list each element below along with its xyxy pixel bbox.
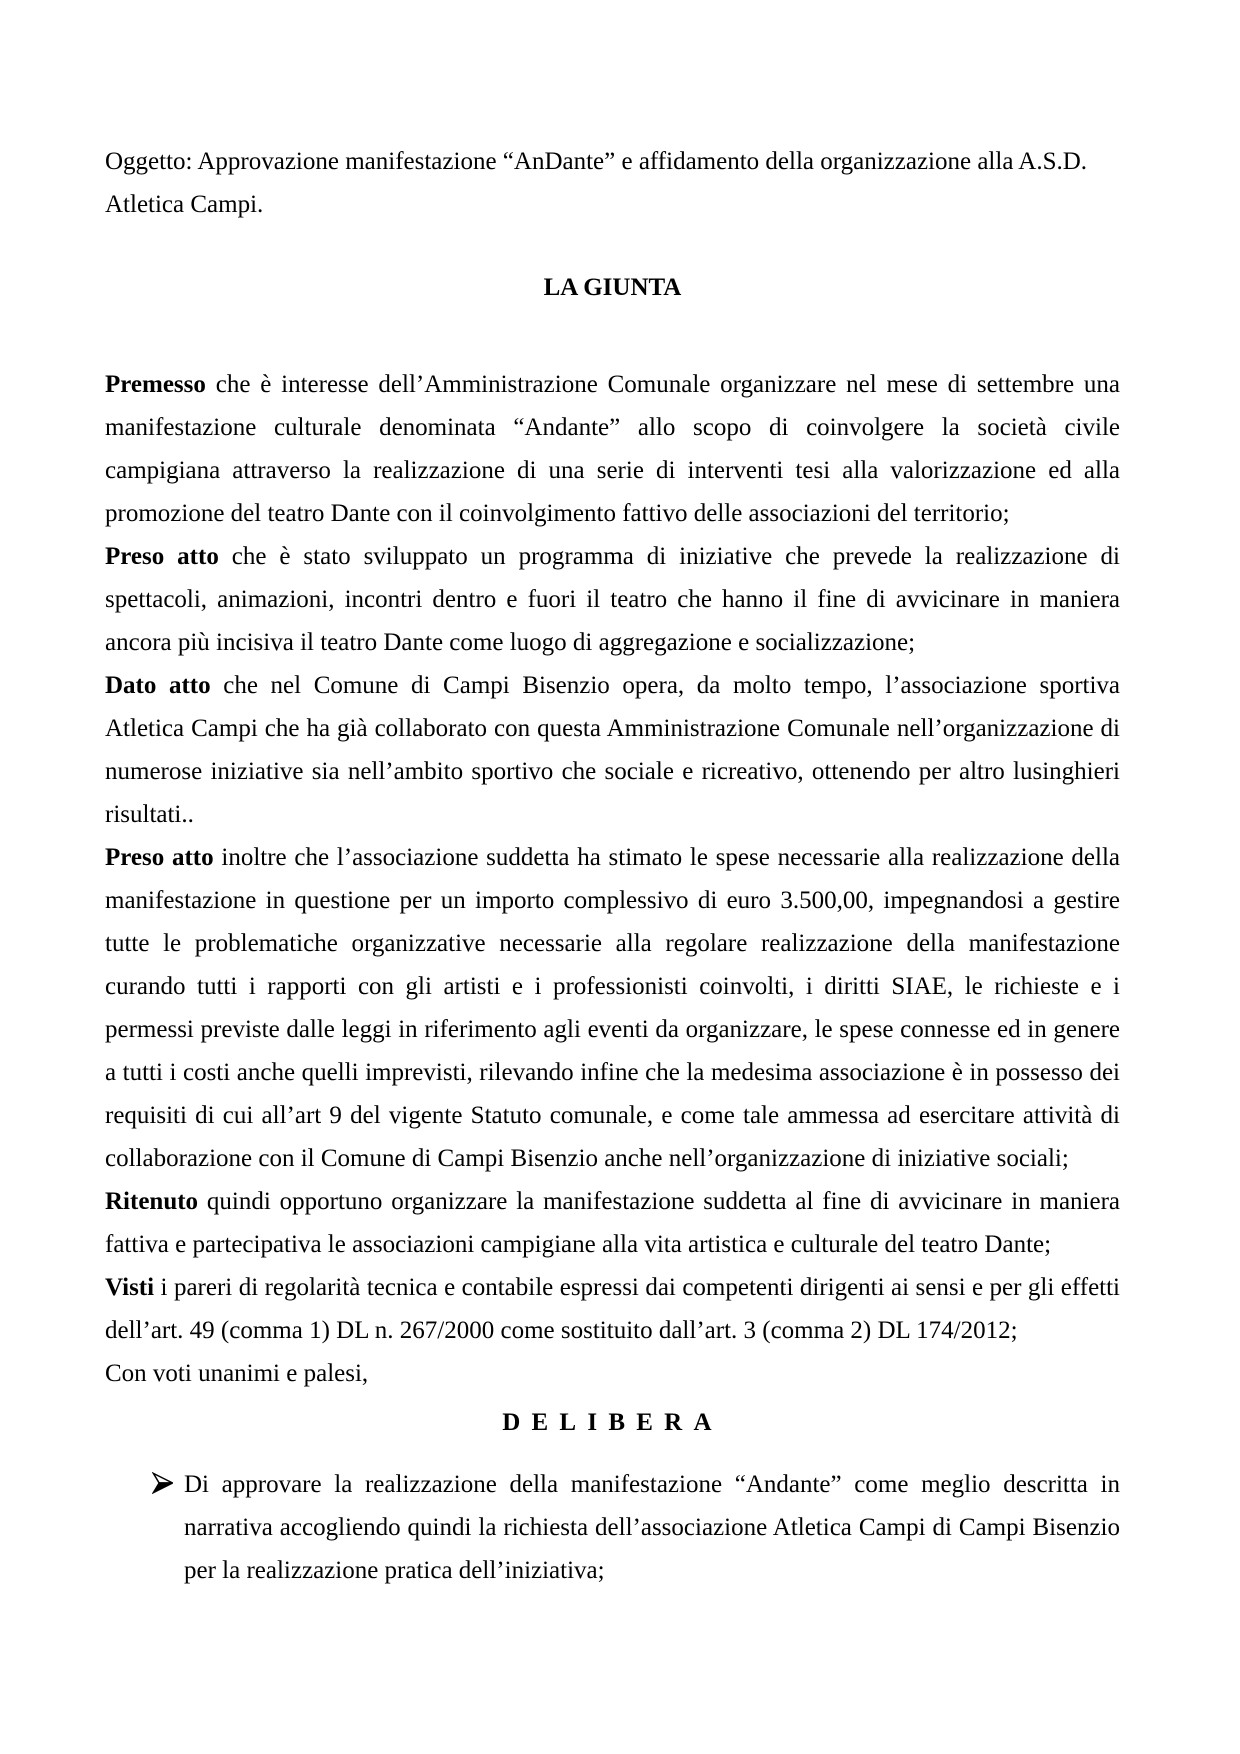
recital-text: che nel Comune di Campi Bisenzio opera, da molto tempo, l’associazione sportiva Atletica Campi che ha già collaborato con questa Amministrazione Comunale nell’organizzazione di numerose iniziative sia nell’ambito sportivo che sociale e ricreativo, ottenendo per altro lusinghieri risultati.. (105, 672, 1121, 828)
resolution-item-text: Di approvare la realizzazione della manifestazione “Andante” come meglio descritta in narrativa accogliendo quindi la richiesta dell’associazione Atletica Campi di Campi Bisenzio per la realizzazione pratica dell’iniziativa; (184, 1471, 1120, 1584)
recital-lead: Visti (105, 1274, 155, 1301)
closing-line (105, 1352, 1120, 1395)
subject-line (105, 140, 1120, 226)
recital-paragraph-dato-atto (105, 664, 1120, 836)
section-heading-delibera: DELIBERA (502, 1409, 723, 1436)
closing-text: Con voti unanimi e palesi, (105, 1360, 369, 1387)
recital-paragraph-visti (105, 1266, 1120, 1352)
recital-lead: Preso atto (105, 543, 219, 570)
recital-paragraph-premesso (105, 363, 1120, 535)
resolution-list-item (105, 1463, 1120, 1592)
recital-text: che è interesse dell’Amministrazione Comunale organizzare nel mese di settembre una manifestazione culturale denominata “Andante” allo scopo di coinvolgere la società civile campigiana attraverso la realizzazione di una serie di interventi tesi alla valorizzazione ed alla promozione del teatro Dante con il coinvolgimento fattivo delle associazioni del territorio; (105, 371, 1120, 527)
recital-lead: Ritenuto (105, 1188, 199, 1215)
recital-text: quindi opportuno organizzare la manifestazione suddetta al fine di avvicinare in maniera fattiva e partecipativa le associazioni campigiane alla vita artistica e culturale del teatro Dante; (105, 1188, 1120, 1258)
recital-lead: Premesso (105, 371, 206, 398)
recital-paragraph-preso-atto-1 (105, 535, 1120, 664)
recital-paragraph-ritenuto (105, 1180, 1120, 1266)
recital-lead: Preso atto (105, 844, 214, 871)
recital-text: i pareri di regolarità tecnica e contabile espressi dai competenti dirigenti ai sensi e per gli effetti dell’art. 49 (comma 1) DL n. 267/2000 come sostituito dall’art. 3 (comma 2) DL 174/2012; (105, 1274, 1121, 1344)
subject-text: Oggetto: Approvazione manifestazione “AnDante” e affidamento della organizzazione alla A.S.D. Atletica Campi. (105, 148, 1088, 218)
recital-text: inoltre che l’associazione suddetta ha stimato le spese necessarie alla realizzazione della manifestazione in questione per un importo complessivo di euro 3.500,00, impegnandosi a gestire tutte le problematiche organizzative necessarie alla regolare realizzazione della manifestazione curando tutti i rapporti con gli artisti e i professionisti coinvolti, i diritti SIAE, le richieste e i permessi previste dalle leggi in riferimento agli eventi da organizzare, le spese connesse ed in genere a tutti i costi anche quelli imprevisti, rilevando infine che la medesima associazione è in possesso dei requisiti di cui all’art 9 del vigente Statuto comunale, e come tale ammessa ad esercitare attività di collaborazione con il Comune di Campi Bisenzio anche nell’organizzazione di iniziative sociali; (105, 844, 1120, 1172)
arrowhead-right-bullet-icon (152, 1472, 174, 1494)
section-heading-la-giunta: LA GIUNTA (543, 274, 682, 301)
recital-paragraph-preso-atto-2 (105, 836, 1120, 1180)
recital-lead: Dato atto (105, 672, 211, 699)
recital-text: che è stato sviluppato un programma di iniziative che prevede la realizzazione di spettacoli, animazioni, incontri dentro e fuori il teatro che hanno il fine di avvicinare in maniera ancora più incisiva il teatro Dante come luogo di aggregazione e socializzazione; (105, 543, 1120, 656)
